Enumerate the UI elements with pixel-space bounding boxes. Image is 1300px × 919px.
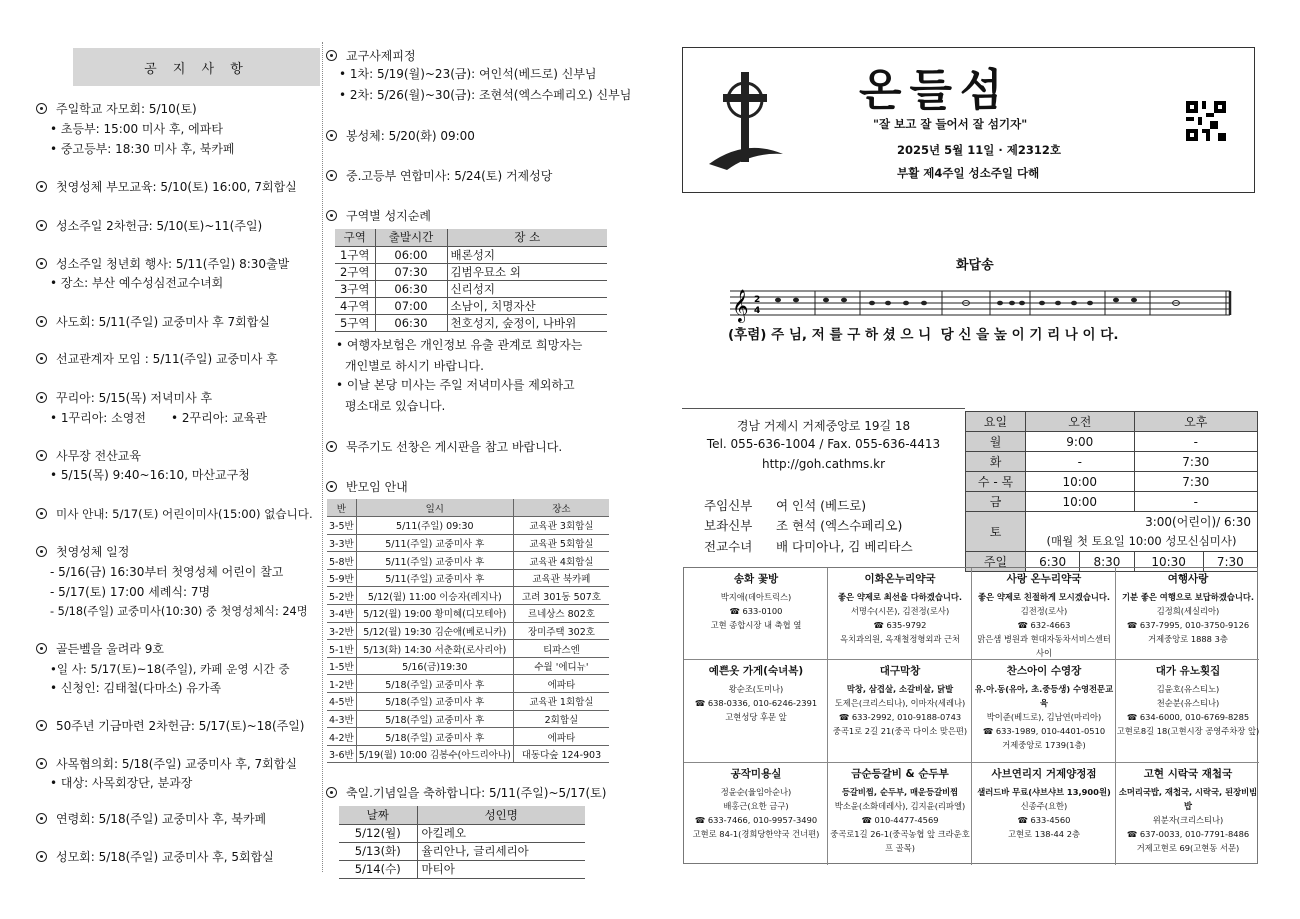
- notice-item: 미사 안내: 5/17(토) 어린이미사(15:00) 없습니다.: [36, 505, 313, 524]
- ad-line: 거제중앙로 1888 3층: [1148, 634, 1228, 644]
- table-row: 1-2반 5/18(주일) 교중미사 후 에파타: [327, 675, 609, 693]
- ad-line: 좋은 약제로 친절하게 모시겠습니다.: [977, 592, 1111, 602]
- table-header: 성인명: [417, 806, 585, 824]
- retreat-heading: 교구사제피정: [326, 47, 416, 64]
- ad-name: 여행사랑: [1167, 573, 1209, 585]
- ad-name: 대가 유노횟집: [1155, 665, 1221, 677]
- ad-line: ☎ 010-4477-4569: [861, 815, 939, 825]
- notice-item: 성모회: 5/18(주일) 교중미사 후, 5회합실: [36, 848, 274, 867]
- table-row: 5-9반 5/11(주일) 교중미사 후 교육관 북카페: [327, 569, 609, 587]
- bullet-icon: [326, 50, 337, 61]
- ad-name: 예쁜옷 가게(숙녀복): [708, 665, 804, 677]
- ad-line: 유.아.동(유아, 초.중등생) 수영전문교육: [974, 684, 1114, 708]
- table-row: 금 10:00 -: [966, 492, 1258, 512]
- bullet-icon: [36, 813, 47, 824]
- feast-heading: 축일.기념일을 축하합니다: 5/11(주일)~5/17(토): [326, 784, 606, 801]
- ad-line: 좋은 약제로 최선을 다하겠습니다.: [837, 592, 963, 602]
- notice-item: 사무장 전산교육: [36, 447, 141, 466]
- bullet-icon: [36, 258, 47, 269]
- bullet-icon: [36, 546, 47, 557]
- table-row: 3-4반 5/12(월) 19:00 황미혜(디모테아) 르네상스 802호: [327, 605, 609, 623]
- bullet-icon: [326, 170, 337, 181]
- ad-card: [972, 572, 1116, 660]
- ad-line: ☎ 632-4663: [1017, 620, 1071, 630]
- table-header: 장 소: [447, 229, 607, 246]
- notice-sub: • 신청인: 김태철(다마소) 유가족: [50, 681, 222, 695]
- table-row: 5-1반 5/13(화) 14:30 서춘화(로사리아) 티파스엔: [327, 640, 609, 658]
- table-row: 3-6반 5/19(월) 10:00 김봉수(아드리아나) 대동다숲 124-903: [327, 745, 609, 763]
- ad-card: [972, 767, 1116, 841]
- bullet-icon: [36, 851, 47, 862]
- ad-line: 천순분(유스티나): [1156, 698, 1220, 708]
- notice-item: 사목협의회: 5/18(주일) 교중미사 후, 7회합실: [36, 755, 297, 774]
- notice-title: 공 지 사 항: [73, 48, 320, 86]
- ad-line: ☎ 633-0100: [729, 606, 783, 616]
- hymn-title: 화답송: [956, 258, 994, 273]
- slogan: "잘 보고 잘 들어서 잘 섬기자": [873, 117, 1028, 131]
- ad-line: 기분 좋은 여행으로 보답하겠습니다.: [1121, 592, 1255, 602]
- notice-item: 첫영성체 부모교육: 5/10(토) 16:00, 7회합실: [36, 178, 297, 197]
- table-row: 주일 6:30 8:30 10:30 7:30: [966, 552, 1258, 572]
- ad-card: [1116, 572, 1260, 646]
- ad-card: [684, 664, 828, 724]
- group-heading: 반모임 안내: [326, 478, 408, 495]
- ad-line: 맑은샘 병원과 현대자동차서비스센터 사이: [977, 634, 1111, 658]
- bullet-icon: [36, 353, 47, 364]
- ad-line: 김윤호(유스티노): [1156, 684, 1220, 694]
- ad-line: ☎ 633-7466, 010-9957-3490: [694, 815, 818, 825]
- hymn-lyrics: (후렴) 주 님, 저 를 구 하 셨 으 니 당 신 을 높 이 기 리 나 이 다.: [728, 327, 1119, 343]
- bullet-icon: [36, 720, 47, 731]
- table-row: 화 - 7:30: [966, 452, 1258, 472]
- table-header: 요일: [966, 412, 1026, 432]
- ad-line: ☎ 635-9792: [873, 620, 927, 630]
- ad-line: 옥치과의원, 옥재철정형외과 근처: [839, 634, 961, 644]
- sister-label: 전교수녀: [704, 539, 753, 554]
- ad-line: 고현 종합시장 내 축협 옆: [710, 620, 802, 630]
- ad-name: 공작미용실: [730, 768, 782, 780]
- bullet-icon: [36, 450, 47, 461]
- table-row: 1-5반 5/16(금)19:30 수월 '에디뉴': [327, 657, 609, 675]
- table-row: 5구역 06:30 천호성지, 숲정이, 나바위: [335, 314, 607, 331]
- table-header: 일시: [356, 499, 513, 517]
- divider: [684, 762, 1259, 763]
- pilgrimage-note: • 이날 본당 미사는 주일 저녁미사를 제외하고: [336, 378, 575, 392]
- notice-sub: • 대상: 사목회장단, 분과장: [50, 776, 193, 790]
- ad-name: 금순등갈비 & 순두부: [851, 768, 949, 780]
- ad-line: 소머리국밥, 재첩국, 시락국, 된장비빔밥: [1118, 787, 1258, 811]
- ad-card: [684, 767, 828, 841]
- table-row: 5/14(수) 마티아: [339, 860, 585, 878]
- ad-line: ☎ 637-7995, 010-3750-9126: [1126, 620, 1250, 630]
- bullet-icon: [36, 643, 47, 654]
- svg-text:𝄞: 𝄞: [732, 289, 749, 322]
- ad-line: 위분자(크리스티나): [1152, 815, 1224, 825]
- notice-sub: • 1꾸리아: 소영전: [50, 411, 146, 425]
- ad-line: 중곡로1길 26-1(중곡농협 앞 크라운호프 골목): [830, 829, 970, 853]
- ad-name: 이화온누리약국: [864, 573, 936, 585]
- notice-sub: • 장소: 부산 예수성심전교수녀회: [50, 276, 224, 290]
- table-header: 오전: [1026, 412, 1135, 432]
- ad-line: 고현성당 후문 앞: [725, 712, 787, 722]
- table-header: 구역: [335, 229, 375, 246]
- ad-name: 대구막창: [879, 665, 921, 677]
- ad-line: 배홍근(요한 금구): [723, 801, 789, 811]
- ad-card: [972, 664, 1116, 752]
- retreat-line: • 1차: 5/19(월)~23(금): 여인석(베드로) 신부님: [339, 67, 597, 81]
- ad-line: ☎ 634-6000, 010-6769-8285: [1126, 712, 1250, 722]
- sister-name: 배 다미아나, 김 베리타스: [776, 539, 913, 554]
- ad-card: [828, 572, 972, 646]
- ad-line: 중곡1로 2길 21(중곡 다이소 맞은편): [832, 726, 968, 736]
- svg-text:2: 2: [754, 295, 761, 305]
- bullet-icon: [36, 220, 47, 231]
- table-row: 수 - 목 10:00 7:30: [966, 472, 1258, 492]
- ad-name: 고현 시락국 재첩국: [1143, 768, 1233, 780]
- ad-line: 김전정(로사): [1020, 606, 1068, 616]
- table-row: 5/12(월) 아킬레오: [339, 824, 585, 842]
- ad-name: 사브연리지 거제양정점: [991, 768, 1097, 780]
- table-row: 1구역 06:00 배론성지: [335, 246, 607, 263]
- notice-sub: - 5/16(금) 16:30부터 첫영성체 어린이 찰고: [50, 565, 284, 579]
- notice-item: 성소주일 2차헌금: 5/10(토)~11(주일): [36, 217, 262, 236]
- bullet-icon: [36, 392, 47, 403]
- pilgrimage-table: [335, 229, 607, 332]
- table-row: 5-2반 5/12(월) 11:00 이승자(레지나) 고려 301동 507호: [327, 587, 609, 605]
- rosary-notice: 묵주기도 선창은 게시판을 참고 바랍니다.: [326, 438, 562, 455]
- music-staff-icon: [730, 283, 1235, 323]
- assistant-label: 보좌신부: [704, 518, 753, 533]
- ad-card: [828, 767, 972, 855]
- notice-item: 첫영성체 일정: [36, 543, 129, 562]
- ad-line: ☎ 633-4560: [1017, 815, 1071, 825]
- parish-address: 경남 거제시 거제중앙로 19길 18: [736, 419, 911, 433]
- ad-line: 정윤순(율임아순나): [720, 787, 792, 797]
- table-row: 3구역 06:30 신리성지: [335, 280, 607, 297]
- assistant-name: 조 현석 (엑스수페리오): [776, 518, 903, 533]
- ad-line: ☎ 633-2992, 010-9188-0743: [838, 712, 962, 722]
- svg-text:4: 4: [754, 306, 761, 316]
- ad-line: 신종주(요한): [1020, 801, 1068, 811]
- notice-item: 50주년 기금마련 2차헌금: 5/17(토)~18(주일): [36, 717, 305, 736]
- table-header: 날짜: [339, 806, 417, 824]
- table-header: 출발시간: [375, 229, 447, 246]
- bullet-icon: [36, 758, 47, 769]
- youth-mass-notice: 중.고등부 연합미사: 5/24(토) 거제성당: [326, 167, 552, 184]
- table-row: 3-3반 5/11(주일) 교중미사 후 교육관 5회합실: [327, 534, 609, 552]
- ad-line: 등갈비찜, 순두부, 매운등갈비찜: [841, 787, 959, 797]
- bullet-icon: [36, 103, 47, 114]
- notice-item: 주일학교 자모회: 5/10(토): [36, 100, 197, 119]
- parish-phone: Tel. 055-636-1004 / Fax. 055-636-4413: [706, 437, 941, 451]
- table-row: 4-3반 5/18(주일) 교중미사 후 2회합실: [327, 710, 609, 728]
- bullet-icon: [326, 481, 337, 492]
- notice-item: 선교관계자 모임 : 5/11(주일) 교중미사 후: [36, 350, 278, 369]
- ad-line: 왕순조(도미나): [728, 684, 784, 694]
- ad-line: 박지애(데아트릭스): [720, 592, 792, 602]
- notice-sub: - 5/18(주일) 교중미사(10:30) 중 첫영성체식: 24명: [50, 605, 308, 618]
- ad-line: 고현로 138-44 2층: [1007, 829, 1080, 839]
- notice-item: 연령회: 5/18(주일) 교중미사 후, 북카페: [36, 810, 266, 829]
- notice-sub: • 5/15(목) 9:40~16:10, 마산교구청: [50, 468, 250, 482]
- notice-sub: • 2꾸리아: 교육관: [171, 411, 267, 425]
- bullet-icon: [36, 181, 47, 192]
- table-header: 오후: [1134, 412, 1257, 432]
- table-row: 2구역 07:30 김범우묘소 외: [335, 263, 607, 280]
- ad-card: [1116, 664, 1260, 738]
- column-divider: [322, 42, 323, 872]
- table-row: 4-5반 5/18(주일) 교중미사 후 교육관 1회합실: [327, 693, 609, 711]
- ad-line: 박소윤(소화데레사), 김지윤(리파엘): [834, 801, 966, 811]
- issue-date: 2025년 5월 11일 · 제2312호: [897, 143, 1061, 157]
- notice-item: 사도회: 5/11(주일) 교중미사 후 7회합실: [36, 313, 270, 332]
- notice-sub: •일 사: 5/17(토)~18(주일), 카페 운영 시간 중: [50, 662, 290, 676]
- ad-name: 사랑 온누리약국: [1006, 573, 1082, 585]
- ad-line: 도제은(크리스티나), 이마자(세레나): [834, 698, 966, 708]
- masthead: [682, 47, 1255, 193]
- pastor-name: 여 인석 (베드로): [776, 498, 867, 513]
- ad-line: 막창, 삼겹살, 소갈비살, 닭발: [846, 684, 954, 694]
- pilgrimage-heading: 구역별 성지순례: [326, 207, 431, 224]
- qr-code-icon[interactable]: [1186, 101, 1226, 141]
- bullet-icon: [326, 130, 337, 141]
- pilgrimage-note: 평소대로 있습니다.: [345, 399, 446, 413]
- notice-sub: • 중고등부: 18:30 미사 후, 북카페: [50, 142, 235, 156]
- parish-website[interactable]: http://goh.cathms.kr: [761, 457, 886, 471]
- bullet-icon: [36, 508, 47, 519]
- pastor-label: 주임신부: [704, 498, 753, 513]
- table-row: 4구역 07:00 소남이, 치명자산: [335, 297, 607, 314]
- ad-line: ☎ 637-0033, 010-7791-8486: [1126, 829, 1250, 839]
- table-row: 월 9:00 -: [966, 432, 1258, 452]
- ad-line: 서명수(시몬), 김전정(로사): [850, 606, 950, 616]
- table-row: 토 3:00(어린이)/ 6:30: [966, 512, 1258, 532]
- notice-item: 성소주일 청년회 행사: 5/11(주일) 8:30출발: [36, 255, 289, 274]
- ad-name: 송화 꽃방: [733, 573, 779, 585]
- group-table: [327, 499, 609, 763]
- ad-line: 고현로8길 18(고현시장 공영주차장 앞): [1116, 726, 1260, 736]
- mass-schedule-table: [965, 411, 1258, 572]
- feast-table: [339, 806, 585, 879]
- bullet-icon: [36, 316, 47, 327]
- ad-line: 박이준(베드로), 김남연(마리아): [986, 712, 1102, 722]
- bullet-icon: [326, 787, 337, 798]
- table-row: 3-5반 5/11(주일) 09:30 교육관 3회합실: [327, 517, 609, 535]
- notice-item: 꾸리아: 5/15(목) 저녁미사 후: [36, 389, 212, 408]
- ad-line: 고현로 84-1(경희당한약국 건너편): [692, 829, 820, 839]
- table-header: 장소: [513, 499, 609, 517]
- cross-logo-icon: [707, 70, 785, 170]
- bullet-icon: [326, 441, 337, 452]
- notice-sub: - 5/17(토) 17:00 세례식: 7명: [50, 585, 211, 599]
- ad-line: ☎ 638-0336, 010-6246-2391: [694, 698, 818, 708]
- ad-line: ☎ 633-1989, 010-4401-0510: [982, 726, 1106, 736]
- notice-item: 골든벨을 울려라 9호: [36, 640, 164, 659]
- table-row: (매월 첫 토요일 10:00 성모신심미사): [966, 532, 1258, 552]
- pilgrimage-note: 개인별로 하시기 바랍니다.: [345, 359, 484, 373]
- retreat-line: • 2차: 5/26(월)~30(금): 조현석(엑스수페리오) 신부님: [339, 88, 632, 102]
- bongsung-notice: 봉성체: 5/20(화) 09:00: [326, 127, 475, 144]
- table-row: 5/13(화) 율리안나, 글리세리아: [339, 842, 585, 860]
- table-row: 4-2반 5/18(주일) 교중미사 후 에파타: [327, 728, 609, 746]
- notice-sub: • 초등부: 15:00 미사 후, 에파타: [50, 122, 223, 136]
- ad-line: 거제중앙로 1739(1층): [1002, 740, 1086, 750]
- ad-line: 김정희(세실리아): [1156, 606, 1220, 616]
- ad-card: [1116, 767, 1260, 855]
- ad-card: [684, 572, 828, 632]
- table-header: 반: [327, 499, 356, 517]
- ad-line: 거제고현로 69(고현동 서문): [1136, 843, 1240, 853]
- newsletter-title: 온들섬: [859, 65, 1011, 116]
- pilgrimage-note: • 여행자보험은 개인정보 유출 관계로 희망자는: [336, 338, 583, 352]
- table-row: 5-8반 5/11(주일) 교중미사 후 교육관 4회합실: [327, 552, 609, 570]
- ads-grid: [683, 567, 1258, 864]
- ad-name: 찬스아이 수영장: [1006, 665, 1082, 677]
- ad-card: [828, 664, 972, 738]
- ad-line: 샐러드바 무료(샤브샤브 13,900원): [977, 787, 1111, 797]
- liturgical-sunday: 부활 제4주일 성소주일 다해: [897, 166, 1040, 180]
- table-row: 3-2반 5/12(월) 19:30 김순애(베로니카) 장미주택 302호: [327, 622, 609, 640]
- bullet-icon: [326, 210, 337, 221]
